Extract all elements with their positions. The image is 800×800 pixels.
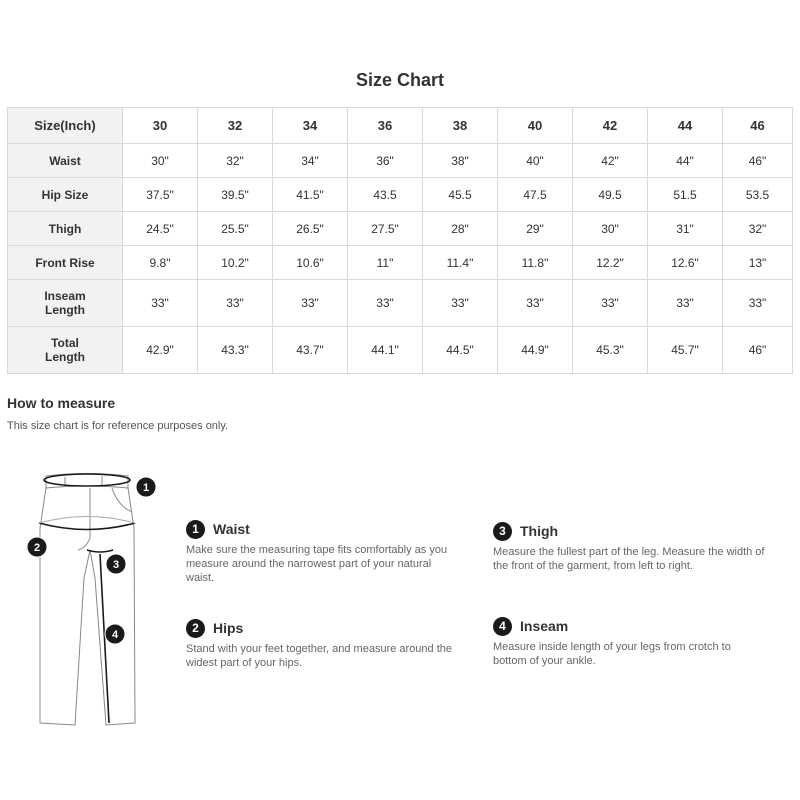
reference-note: This size chart is for reference purposes only. [7, 420, 229, 432]
table-cell: 43.7" [273, 327, 348, 374]
table-cell: 11.8" [498, 246, 573, 280]
number-badge-4: 4 [493, 617, 512, 636]
table-cell: 44" [648, 144, 723, 178]
measure-thigh [493, 521, 793, 573]
table-cell: 43.5 [348, 178, 423, 212]
table-cell: 33" [648, 280, 723, 327]
how-to-measure-heading: How to measure [7, 395, 116, 411]
table-cell: 28" [423, 212, 498, 246]
table-cell: 12.6" [648, 246, 723, 280]
table-cell: 45.3" [573, 327, 648, 374]
measure-label: Thigh [520, 523, 559, 539]
table-cell: 31" [648, 212, 723, 246]
size-header-cell: 42 [573, 108, 648, 144]
number-badge-1: 1 [186, 520, 205, 539]
size-header-cell: 44 [648, 108, 723, 144]
table-cell: 9.8" [123, 246, 198, 280]
size-header-cell: 32 [198, 108, 273, 144]
table-header-row [8, 108, 793, 144]
table-cell: 44.5" [423, 327, 498, 374]
marker-number: 4 [111, 629, 119, 641]
table-cell: 11" [348, 246, 423, 280]
table-cell: 33" [198, 280, 273, 327]
measure-label: Hips [213, 620, 244, 636]
size-header-cell: 36 [348, 108, 423, 144]
size-chart-table [7, 107, 793, 374]
table-row [8, 246, 793, 280]
table-cell: 43.3" [198, 327, 273, 374]
table-cell: 30" [123, 144, 198, 178]
table-cell: 32" [198, 144, 273, 178]
row-header-cell: Size(Inch) [8, 108, 123, 144]
table-row [8, 178, 793, 212]
measure-label: Inseam [520, 618, 569, 634]
table-cell: 39.5" [198, 178, 273, 212]
table-cell: 13" [723, 246, 793, 280]
table-cell: 46" [723, 327, 793, 374]
size-header-cell: 46 [723, 108, 793, 144]
table-cell: 29" [498, 212, 573, 246]
table-cell: 33" [123, 280, 198, 327]
number-badge-3: 3 [493, 522, 512, 541]
table-cell: 24.5" [123, 212, 198, 246]
table-cell: 33" [723, 280, 793, 327]
table-cell: 32" [723, 212, 793, 246]
row-header-cell: Hip Size [8, 178, 123, 212]
row-header-cell: Thigh [8, 212, 123, 246]
measure-description: Measure inside length of your legs from crotch to bottom of your ankle. [493, 641, 731, 667]
table-cell: 34" [273, 144, 348, 178]
table-cell: 25.5" [198, 212, 273, 246]
table-cell: 49.5 [573, 178, 648, 212]
row-header-cell: Front Rise [8, 246, 123, 280]
table-cell: 47.5 [498, 178, 573, 212]
marker-number: 3 [112, 559, 120, 571]
table-cell: 33" [273, 280, 348, 327]
table-row [8, 327, 793, 374]
table-cell: 51.5 [648, 178, 723, 212]
marker-2 [27, 537, 47, 557]
table-cell: 10.6" [273, 246, 348, 280]
measure-description: Make sure the measuring tape fits comfortably as you measure around the narrowest part of your natural waist. [186, 544, 448, 584]
marker-3 [106, 554, 126, 574]
table-cell: 40" [498, 144, 573, 178]
pants-diagram [20, 468, 170, 733]
table-cell: 41.5" [273, 178, 348, 212]
number-badge-2: 2 [186, 619, 205, 638]
table-cell: 30" [573, 212, 648, 246]
table-cell: 44.1" [348, 327, 423, 374]
table-cell: 33" [423, 280, 498, 327]
row-header-cell: Waist [8, 144, 123, 178]
marker-number: 1 [142, 482, 150, 494]
row-header-cell: Inseam Length [8, 280, 123, 327]
measure-waist [186, 519, 468, 585]
table-cell: 42" [573, 144, 648, 178]
table-cell: 44.9" [498, 327, 573, 374]
table-cell: 27.5" [348, 212, 423, 246]
table-cell: 45.5 [423, 178, 498, 212]
table-cell: 11.4" [423, 246, 498, 280]
size-header-cell: 40 [498, 108, 573, 144]
table-cell: 26.5" [273, 212, 348, 246]
row-header-cell: Total Length [8, 327, 123, 374]
measure-label: Waist [213, 521, 250, 537]
table-row [8, 144, 793, 178]
measure-hips [186, 618, 463, 670]
measure-description: Stand with your feet together, and measure around the widest part of your hips. [186, 643, 453, 669]
measure-description: Measure the fullest part of the leg. Measure the width of the front of the garment, from left to right. [493, 546, 765, 572]
table-cell: 33" [348, 280, 423, 327]
table-cell: 36" [348, 144, 423, 178]
marker-1 [136, 477, 156, 497]
marker-number: 2 [33, 542, 41, 554]
table-cell: 38" [423, 144, 498, 178]
table-cell: 33" [573, 280, 648, 327]
table-row [8, 280, 793, 327]
table-cell: 45.7" [648, 327, 723, 374]
page-title: Size Chart [355, 70, 445, 90]
size-header-cell: 38 [423, 108, 498, 144]
table-row [8, 212, 793, 246]
table-cell: 53.5 [723, 178, 793, 212]
size-header-cell: 34 [273, 108, 348, 144]
size-header-cell: 30 [123, 108, 198, 144]
marker-4 [105, 624, 125, 644]
table-cell: 37.5" [123, 178, 198, 212]
table-cell: 46" [723, 144, 793, 178]
table-cell: 10.2" [198, 246, 273, 280]
table-cell: 33" [498, 280, 573, 327]
measure-inseam [493, 616, 793, 668]
table-cell: 12.2" [573, 246, 648, 280]
table-cell: 42.9" [123, 327, 198, 374]
